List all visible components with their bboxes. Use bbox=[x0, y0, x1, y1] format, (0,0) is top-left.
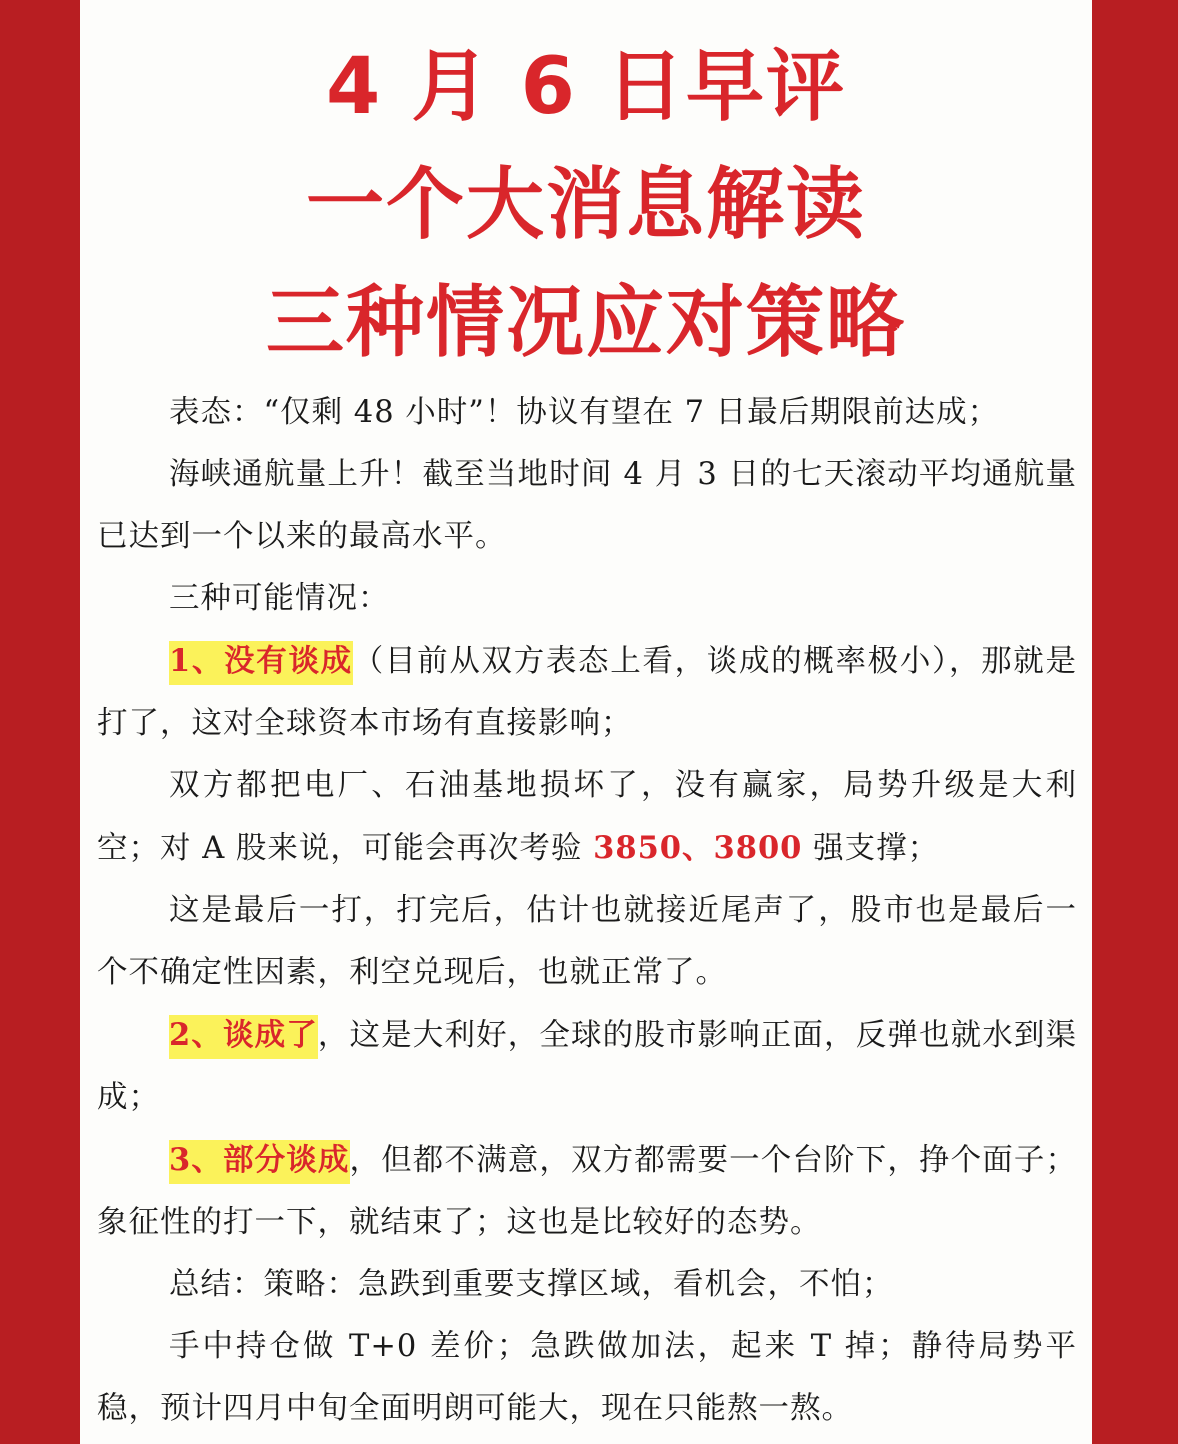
title-subheadline: 三种情况应对策略 bbox=[265, 278, 906, 368]
scenario-1-text: （目前从双方表态上看，谈成的概率极小），那就是打了，这对全球资本市场有直接影响； bbox=[97, 644, 1077, 741]
impact-text-a: 双方都把电厂、石油基地损坏了，没有赢家，局势升级是大利空；对 A 股来说，可能会再次考验 bbox=[97, 768, 1077, 866]
paragraph-scenario-2 bbox=[97, 1004, 1077, 1129]
impact-text-b: 强支撑； bbox=[802, 831, 940, 866]
paragraph-impact bbox=[97, 755, 1077, 880]
paragraph-scenario-3 bbox=[97, 1129, 1077, 1254]
scenario-2-label: 2、谈成了 bbox=[169, 1015, 318, 1059]
title-block bbox=[80, 28, 1092, 382]
paragraph-summary: 总结：策略：急跌到重要支撑区域，看机会，不怕； bbox=[169, 1267, 894, 1302]
title-date: 4 月 6 日早评 bbox=[325, 42, 846, 132]
scenario-3-text: ，但都不满意，双方都需要一个台阶下，挣个面子；象征性的打一下，就结束了；这也是比较好的态势。 bbox=[97, 1143, 1077, 1240]
scenario-2-text: ，这是大利好，全球的股市影响正面，反弹也就水到渠成； bbox=[97, 1018, 1077, 1115]
paragraph-three-scenarios: 三种可能情况： bbox=[169, 581, 390, 616]
title-headline: 一个大消息解读 bbox=[305, 160, 866, 250]
support-levels: 3850、3800 bbox=[593, 830, 803, 866]
paragraph-strategy: 手中持仓做 T+0 差价；急跌做加法，起来 T 掉；静待局势平稳，预计四月中旬全面明朗可能大，现在只能熬一熬。 bbox=[97, 1329, 1077, 1426]
scenario-1-label: 1、没有谈成 bbox=[169, 641, 353, 685]
article-body bbox=[97, 382, 1077, 1440]
paragraph-statement: 表态：“仅剩 48 小时”！协议有望在 7 日最后期限前达成； bbox=[169, 395, 1000, 430]
paragraph-last-strike: 这是最后一打，打完后，估计也就接近尾声了，股市也是最后一个不确定性因素，利空兑现后，也就正常了。 bbox=[97, 893, 1077, 990]
document-sheet bbox=[80, 0, 1092, 1444]
paragraph-strait-traffic: 海峡通航量上升！截至当地时间 4 月 3 日的七天滚动平均通航量已达到一个以来的最高水平。 bbox=[97, 457, 1077, 554]
scenario-3-label: 3、部分谈成 bbox=[169, 1140, 350, 1184]
paragraph-scenario-1 bbox=[97, 630, 1077, 755]
